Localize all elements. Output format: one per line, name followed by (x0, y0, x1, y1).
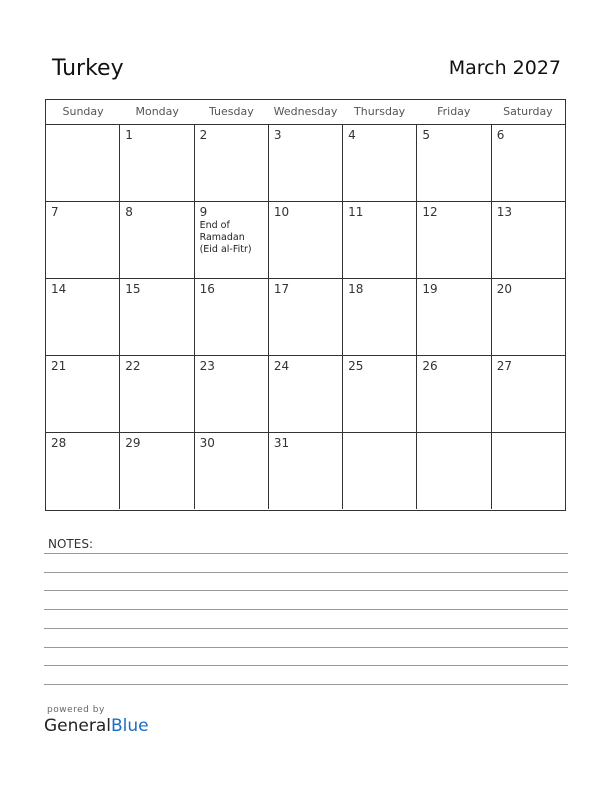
day-cell (195, 433, 269, 509)
day-cell (46, 433, 120, 509)
day-number: 4 (348, 128, 356, 142)
day-number: 18 (348, 282, 364, 296)
note-line (44, 572, 568, 573)
day-cell (46, 279, 120, 355)
day-cell (195, 125, 269, 201)
weekday-friday: Friday (437, 105, 471, 118)
note-line (44, 609, 568, 610)
week-row (46, 356, 565, 433)
day-cell (46, 125, 120, 201)
note-line (44, 665, 568, 666)
day-number: 8 (125, 205, 133, 219)
month-title: March 2027 (448, 57, 561, 79)
day-cell (492, 125, 565, 201)
day-cell (120, 433, 194, 509)
day-number: 13 (496, 205, 512, 219)
day-cell (269, 202, 343, 278)
day-cell (343, 125, 417, 201)
week-row (46, 202, 565, 279)
day-number: 2 (199, 128, 208, 142)
day-number: 30 (199, 436, 215, 450)
day-number: 10 (273, 205, 290, 219)
day-number: 23 (199, 359, 215, 373)
weekday-sunday: Sunday (62, 105, 104, 118)
day-cell (417, 279, 491, 355)
weekday-wednesday: Wednesday (273, 105, 338, 118)
day-cell (120, 356, 194, 432)
day-cell (492, 433, 565, 509)
week-row (46, 433, 565, 509)
day-number: 31 (273, 436, 290, 450)
day-cell (492, 356, 565, 432)
weekday-thursday: Thursday (354, 105, 406, 118)
day-cell (46, 202, 120, 278)
day-number: 26 (422, 359, 438, 373)
day-number: 28 (51, 436, 67, 450)
generalblue-logo (44, 716, 149, 736)
day-number: 29 (125, 436, 141, 450)
day-number: 3 (273, 128, 282, 142)
day-number: 17 (273, 282, 290, 296)
day-number: 21 (51, 359, 67, 373)
day-number: 14 (51, 282, 67, 296)
day-number: 7 (51, 205, 59, 219)
day-cell (417, 202, 491, 278)
calendar-grid (45, 99, 566, 511)
brand-general: General (44, 716, 111, 736)
day-cell (46, 356, 120, 432)
day-cell (417, 125, 491, 201)
day-number: 19 (422, 282, 438, 296)
day-cell (195, 279, 269, 355)
day-cell (343, 356, 417, 432)
day-number: 6 (496, 128, 505, 142)
day-cell (417, 433, 491, 509)
day-cell (343, 433, 417, 509)
note-line (44, 684, 568, 685)
note-line (44, 590, 568, 591)
day-cell (343, 202, 417, 278)
day-cell (120, 202, 194, 278)
day-number: 22 (125, 359, 141, 373)
brand-blue: Blue (111, 716, 149, 736)
day-cell (195, 356, 269, 432)
day-cell (417, 356, 491, 432)
day-cell (492, 279, 565, 355)
country-title: Turkey (52, 56, 124, 81)
day-number: 27 (496, 359, 512, 373)
note-line (44, 647, 568, 648)
day-number: 9 (199, 205, 208, 219)
day-number: 16 (199, 282, 215, 296)
day-number: 1 (125, 128, 133, 142)
day-number: 24 (273, 359, 290, 373)
day-number: 25 (348, 359, 364, 373)
day-cell (269, 279, 343, 355)
holiday-label: End of Ramadan (Eid al-Fitr) (199, 220, 252, 255)
day-cell (269, 356, 343, 432)
day-number: 11 (348, 205, 364, 219)
day-cell (343, 279, 417, 355)
day-number: 15 (125, 282, 141, 296)
day-cell (120, 279, 194, 355)
day-cell (269, 125, 343, 201)
note-line (44, 553, 568, 554)
day-cell (195, 202, 269, 278)
weekday-monday: Monday (135, 105, 179, 118)
week-row (46, 279, 565, 356)
day-number: 20 (496, 282, 512, 296)
day-number: 5 (422, 128, 431, 142)
powered-by-text: powered by (47, 705, 105, 715)
weekday-header (46, 100, 565, 125)
weekday-saturday: Saturday (503, 105, 553, 118)
day-cell (269, 433, 343, 509)
note-line (44, 628, 568, 629)
day-cell (120, 125, 194, 201)
week-row (46, 125, 565, 202)
day-number: 12 (422, 205, 438, 219)
weekday-tuesday: Tuesday (208, 105, 254, 118)
day-cell (492, 202, 565, 278)
notes-label: NOTES: (48, 537, 93, 551)
